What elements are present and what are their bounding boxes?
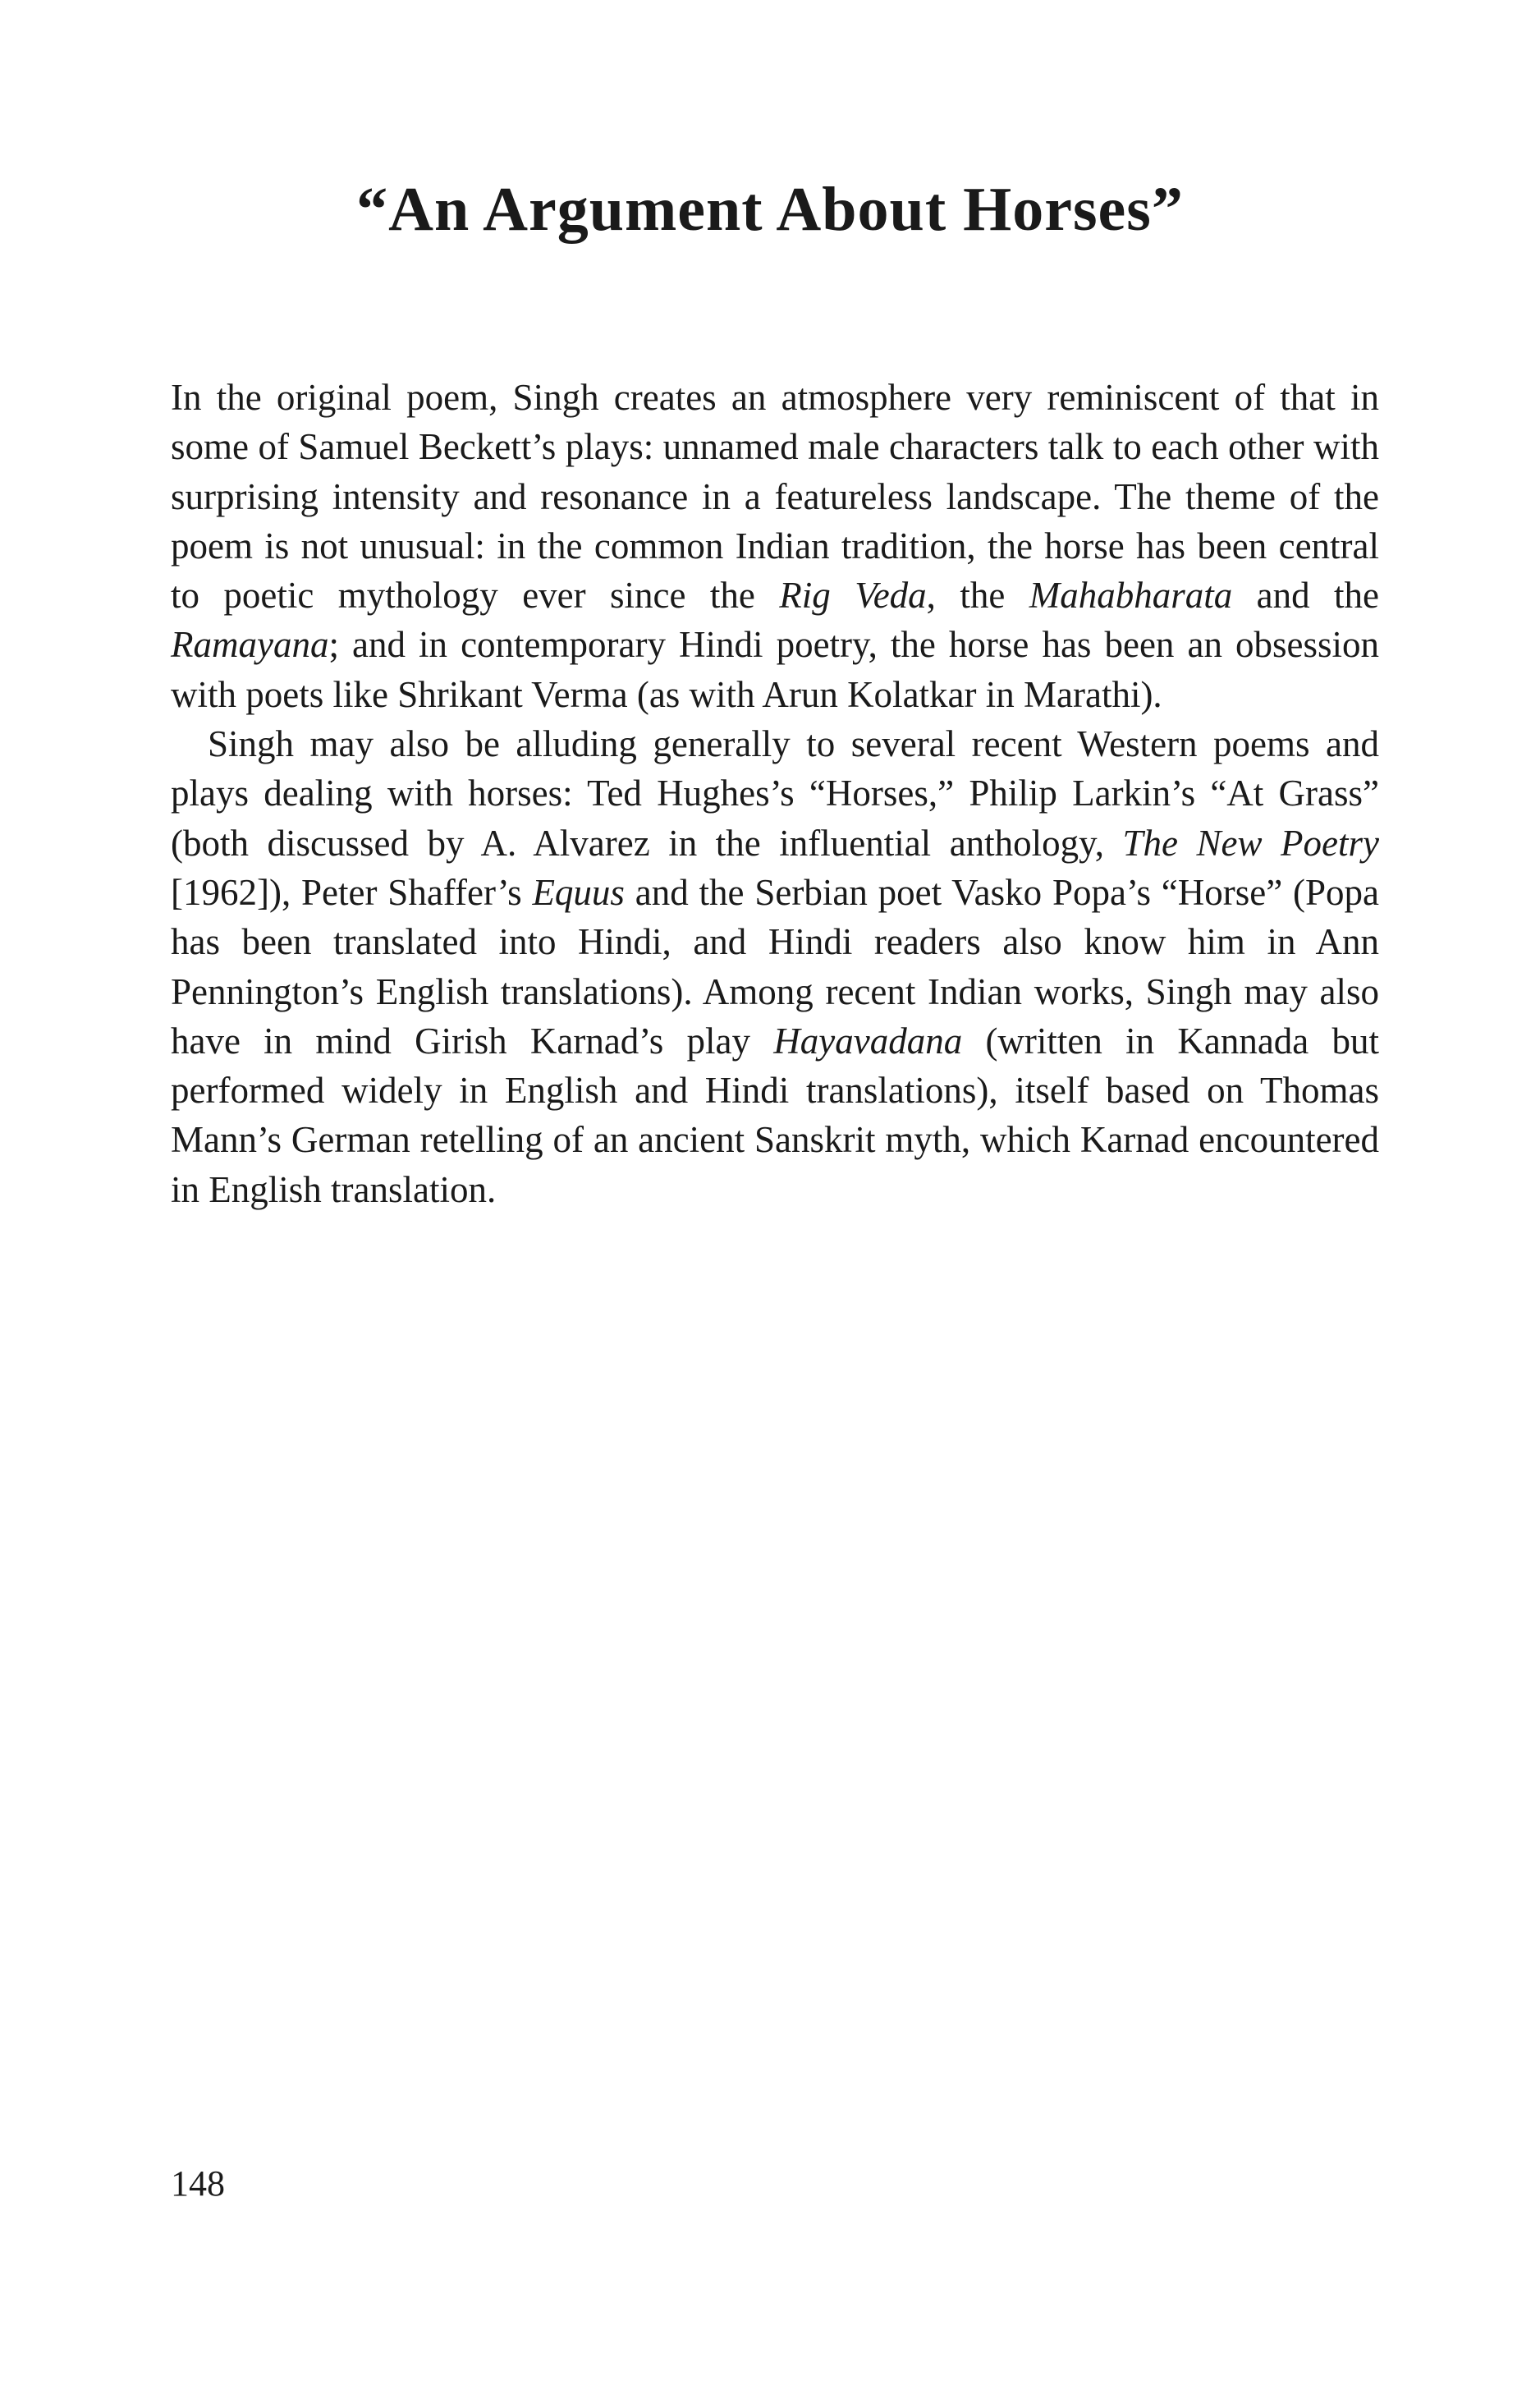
paragraph-2-text-4: (written in Kannada but performed widely in English and Hindi translations), itself based on Thomas Mann’s German retelling of an ancient Sanskrit myth, which Karnad encountered in English translation. (171, 1020, 1380, 1210)
paragraph-1-text-3: and the (1232, 575, 1379, 617)
paragraph-1 (171, 373, 1379, 719)
paragraph-1-text-2: , the (926, 575, 1029, 617)
page-title: “An Argument About Horses” (356, 175, 1184, 244)
paragraph-2-text-3: and the Serbian poet Vasko Popa’s “Horse” (Popa has been translated into Hindi, and Hindi readers also know him in Ann Pennington’s English translations). Among recent Indian works, Singh may also have in mind Girish Karnad’s play (171, 871, 1379, 1062)
paragraph-2-text-2: [1962]), Peter Shaffer’s (171, 871, 533, 913)
ramayana-title: Ramayana (171, 624, 329, 666)
paragraph-2 (171, 719, 1379, 1214)
new-poetry-title: The New Poetry (1122, 822, 1379, 864)
hayavadana-title: Hayavadana (773, 1020, 963, 1062)
body-text (171, 373, 1379, 1214)
rig-veda-title: Rig Veda (779, 575, 927, 617)
paragraph-1-text-1: In the original poem, Singh creates an atmosphere very reminiscent of that in some of Samuel Beckett’s plays: unnamed male characters talk to each other with surprising intensity and resonance in a featureless landscape. The theme of the poem is not unusual: in the common Indian tradition, the horse has been central to poetic mythology ever since the (171, 377, 1379, 617)
paragraph-1-text-4: ; and in contemporary Hindi poetry, the horse has been an obsession with poets like Shrikant Verma (as with Arun Kolatkar in Marathi). (171, 624, 1379, 715)
page-number: 148 (171, 2163, 225, 2204)
mahabharata-title: Mahabharata (1029, 575, 1233, 617)
equus-title: Equus (532, 871, 625, 913)
paragraph-2-text-1: Singh may also be alluding generally to several recent Western poems and plays dealing with horses: Ted Hughes’s “Horses,” Philip Larkin’s “At Grass” (both discussed by A. Alvarez in the influential anthology, (171, 723, 1379, 864)
